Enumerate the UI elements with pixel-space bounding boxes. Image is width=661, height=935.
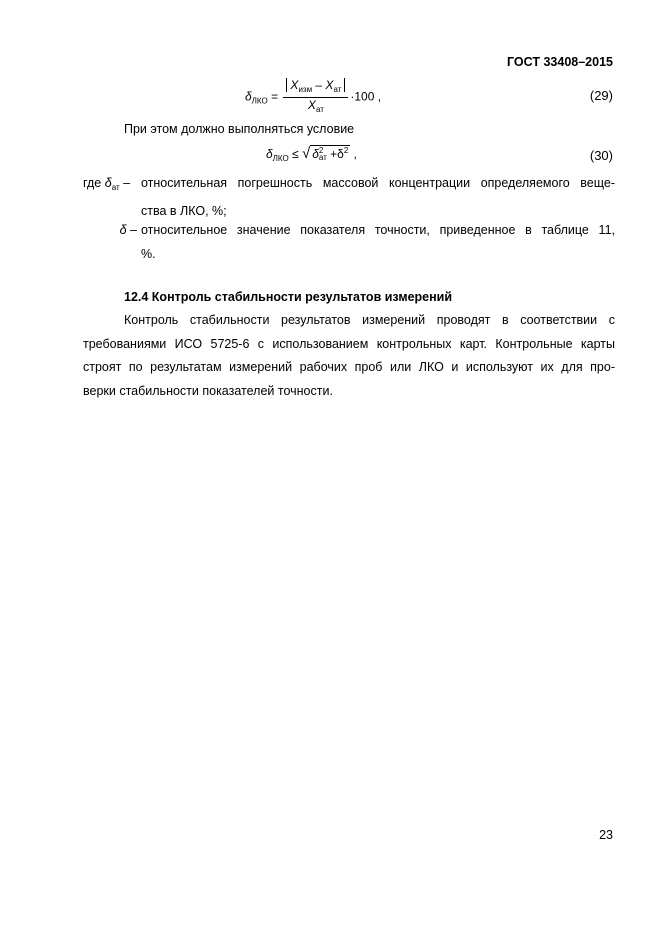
definition-2 — [83, 219, 615, 266]
paragraph-line: верки стабильности показателей точности. — [83, 383, 333, 398]
formula-30 — [266, 145, 357, 163]
superscript: 2 — [343, 146, 349, 155]
superscript: 2 — [318, 146, 324, 155]
delta-symbol: δ — [104, 176, 112, 190]
delta-symbol: δ — [245, 89, 252, 104]
minus-sign: – — [312, 78, 326, 92]
subscript: ат — [315, 105, 324, 114]
condition-text: При этом должно выполняться условие — [124, 122, 355, 136]
trailing-comma: , — [350, 147, 357, 161]
equation-number-30: (30) — [589, 148, 613, 163]
sqrt-icon: √ — [301, 145, 311, 162]
delta-symbol: δ — [312, 147, 319, 161]
subscript: ат — [333, 85, 342, 94]
subscript: ЛКО — [251, 96, 268, 106]
equals-sign: = — [271, 89, 279, 104]
page-number: 23 — [599, 828, 613, 842]
document-header: ГОСТ 33408–2015 — [507, 55, 613, 69]
variable: X — [290, 78, 299, 92]
subscript: изм — [298, 85, 313, 94]
definition-1 — [83, 172, 615, 223]
leq-sign: ≤ — [288, 147, 302, 161]
definition-prefix: где — [83, 176, 102, 190]
section-heading: 12.4 Контроль стабильности результатов измерений — [124, 290, 453, 304]
subscript: ат — [318, 153, 327, 162]
fraction-numerator — [283, 78, 348, 98]
definition-text: относительная погрешность массовой концентрации определяемого веще- — [141, 176, 615, 190]
plus-term: +δ — [326, 147, 344, 161]
fraction — [283, 78, 348, 117]
subscript: ат — [111, 183, 120, 192]
dash: – — [123, 176, 131, 190]
paragraph-line: требованиями ИСО 5725-6 с использованием контрольных карт. Контрольные карты — [83, 336, 615, 351]
definition-text-cont: %. — [141, 246, 156, 261]
paragraph-line: строят по результатам измерений рабочих проб или ЛКО и используют их для про- — [83, 360, 615, 374]
multiplier: ·100 , — [350, 89, 382, 104]
formula-29 — [245, 78, 381, 117]
delta-symbol: δ — [119, 223, 127, 237]
radicand — [310, 145, 350, 161]
dash: – — [130, 223, 137, 237]
definition-text: относительное значение показателя точности, приведенное в таблице 11, — [141, 223, 615, 237]
subscript: ЛКО — [272, 154, 289, 163]
fraction-denominator — [283, 98, 348, 117]
variable: X — [325, 78, 334, 92]
delta-symbol: δ — [266, 147, 273, 161]
paragraph-line: Контроль стабильности результатов измерений проводят в соответствии с — [124, 313, 615, 327]
definition-text-cont: ства в ЛКО, %; — [141, 203, 227, 218]
section-body — [83, 309, 615, 403]
variable: X — [307, 98, 316, 112]
equation-number-29: (29) — [589, 88, 613, 103]
